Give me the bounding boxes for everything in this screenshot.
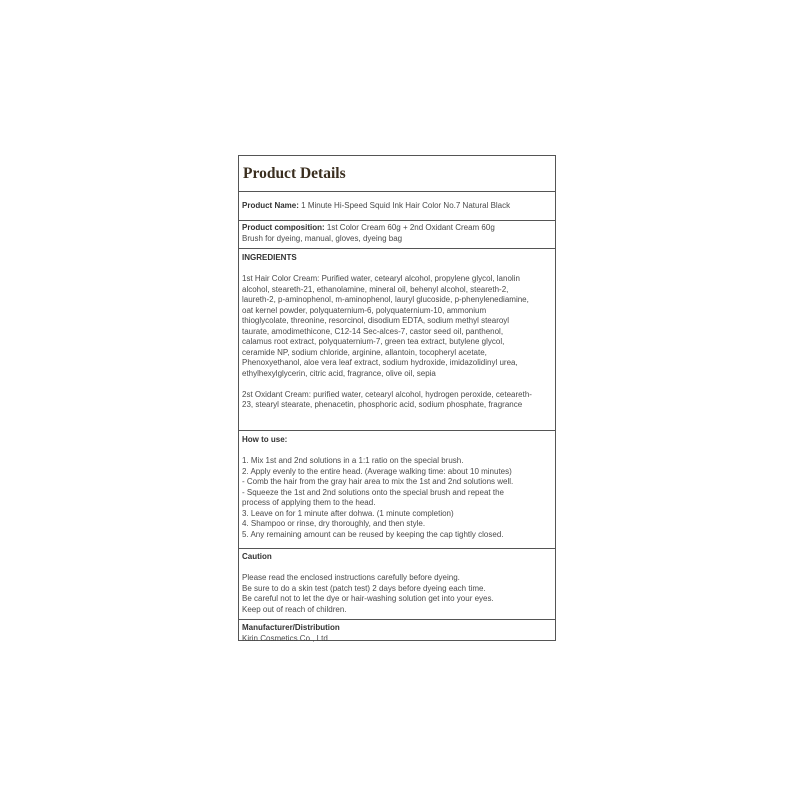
- how-to-use-step: 2. Apply evenly to the entire head. (Average walking time: about 10 minutes): [242, 466, 512, 476]
- ingredients-line: ethylhexylglycerin, citric acid, fragrance, olive oil, sepia: [242, 368, 436, 378]
- caution-section: [239, 549, 555, 620]
- how-to-use-step: - Comb the hair from the gray hair area to mix the 1st and 2nd solutions well.: [242, 477, 514, 486]
- manufacturer-name: Kirin Cosmetics Co., Ltd.: [242, 633, 331, 643]
- title-section: [239, 156, 555, 192]
- ingredients-line: taurate, amodimethicone, C12-14 Sec-alces-7, castor seed oil, panthenol,: [242, 326, 504, 336]
- ingredients-line: thioglycolate, threonine, resorcinol, disodium EDTA, sodium methyl stearoyl: [242, 316, 510, 325]
- product-name-line: [242, 201, 510, 212]
- ingredients-line: laureth-2, p-aminophenol, m-aminophenol, lauryl glucoside, p-phenylenediamine,: [242, 295, 529, 304]
- oxidant-line: 2st Oxidant Cream: purified water, cetearyl alcohol, hydrogen peroxide, ceteareth-: [242, 389, 532, 399]
- product-details-card: [238, 155, 556, 641]
- ingredients-line: oat kernel powder, polyquaternium-6, polyquaternium-10, ammonium: [242, 305, 487, 315]
- how-to-use-step: 1. Mix 1st and 2nd solutions in a 1:1 ratio on the special brush.: [242, 456, 464, 465]
- how-to-use-step: 5. Any remaining amount can be reused by keeping the cap tightly closed.: [242, 529, 504, 539]
- ingredients-line: calamus root extract, polyquaternium-7, green tea extract, butylene glycol,: [242, 337, 505, 346]
- product-name-label: Product Name:: [242, 200, 299, 210]
- caution-line: Be careful not to let the dye or hair-washing solution get into your eyes.: [242, 594, 494, 603]
- page-title: Product Details: [243, 164, 346, 182]
- product-composition-label: Product composition:: [242, 223, 325, 232]
- how-to-use-step: 4. Shampoo or rinse, dry thoroughly, and then style.: [242, 519, 426, 528]
- product-composition-value: 1st Color Cream 60g + 2nd Oxidant Cream 60g: [326, 223, 495, 232]
- how-to-use-step: - Squeeze the 1st and 2nd solutions onto the special brush and repeat the: [242, 487, 504, 497]
- caution-heading: Caution: [242, 552, 272, 561]
- caution-line: Be sure to do a skin test (patch test) 2 days before dyeing each time.: [242, 583, 486, 593]
- ingredients-line: Phenoxyethanol, aloe vera leaf extract, sodium hydroxide, imidazolidinyl urea,: [242, 358, 518, 367]
- product-name-value: 1 Minute Hi-Speed Squid Ink Hair Color No.7 Natural Black: [301, 200, 511, 210]
- ingredients-line: ceramide NP, sodium chloride, arginine, allantoin, tocopheryl acetate,: [242, 347, 487, 357]
- how-to-use-heading: How to use:: [242, 435, 288, 444]
- ingredients-heading: INGREDIENTS: [242, 253, 297, 262]
- product-composition-line: [242, 223, 553, 234]
- manufacturer-heading: Manufacturer/Distribution: [242, 623, 340, 632]
- ingredients-section: [239, 249, 555, 431]
- caution-line: Please read the enclosed instructions carefully before dyeing.: [242, 573, 460, 582]
- product-composition-line-2: Brush for dyeing, manual, gloves, dyeing bag: [242, 233, 403, 243]
- product-composition-section: [239, 221, 555, 249]
- product-name-section: [239, 192, 555, 221]
- oxidant-line: 23, stearyl stearate, phenacetin, phosphoric acid, sodium phosphate, fragrance: [242, 400, 523, 409]
- how-to-use-step: process of applying them to the head.: [242, 498, 376, 507]
- how-to-use-section: [239, 431, 555, 549]
- caution-line: Keep out of reach of children.: [242, 604, 347, 614]
- ingredients-line: alcohol, steareth-21, ethanolamine, mineral oil, behenyl alcohol, steareth-2,: [242, 284, 509, 294]
- how-to-use-step: 3. Leave on for 1 minute after dohwa. (1 minute completion): [242, 508, 454, 518]
- manufacturer-section: [239, 620, 555, 642]
- ingredients-line: 1st Hair Color Cream: Purified water, cetearyl alcohol, propylene glycol, lanolin: [242, 274, 520, 283]
